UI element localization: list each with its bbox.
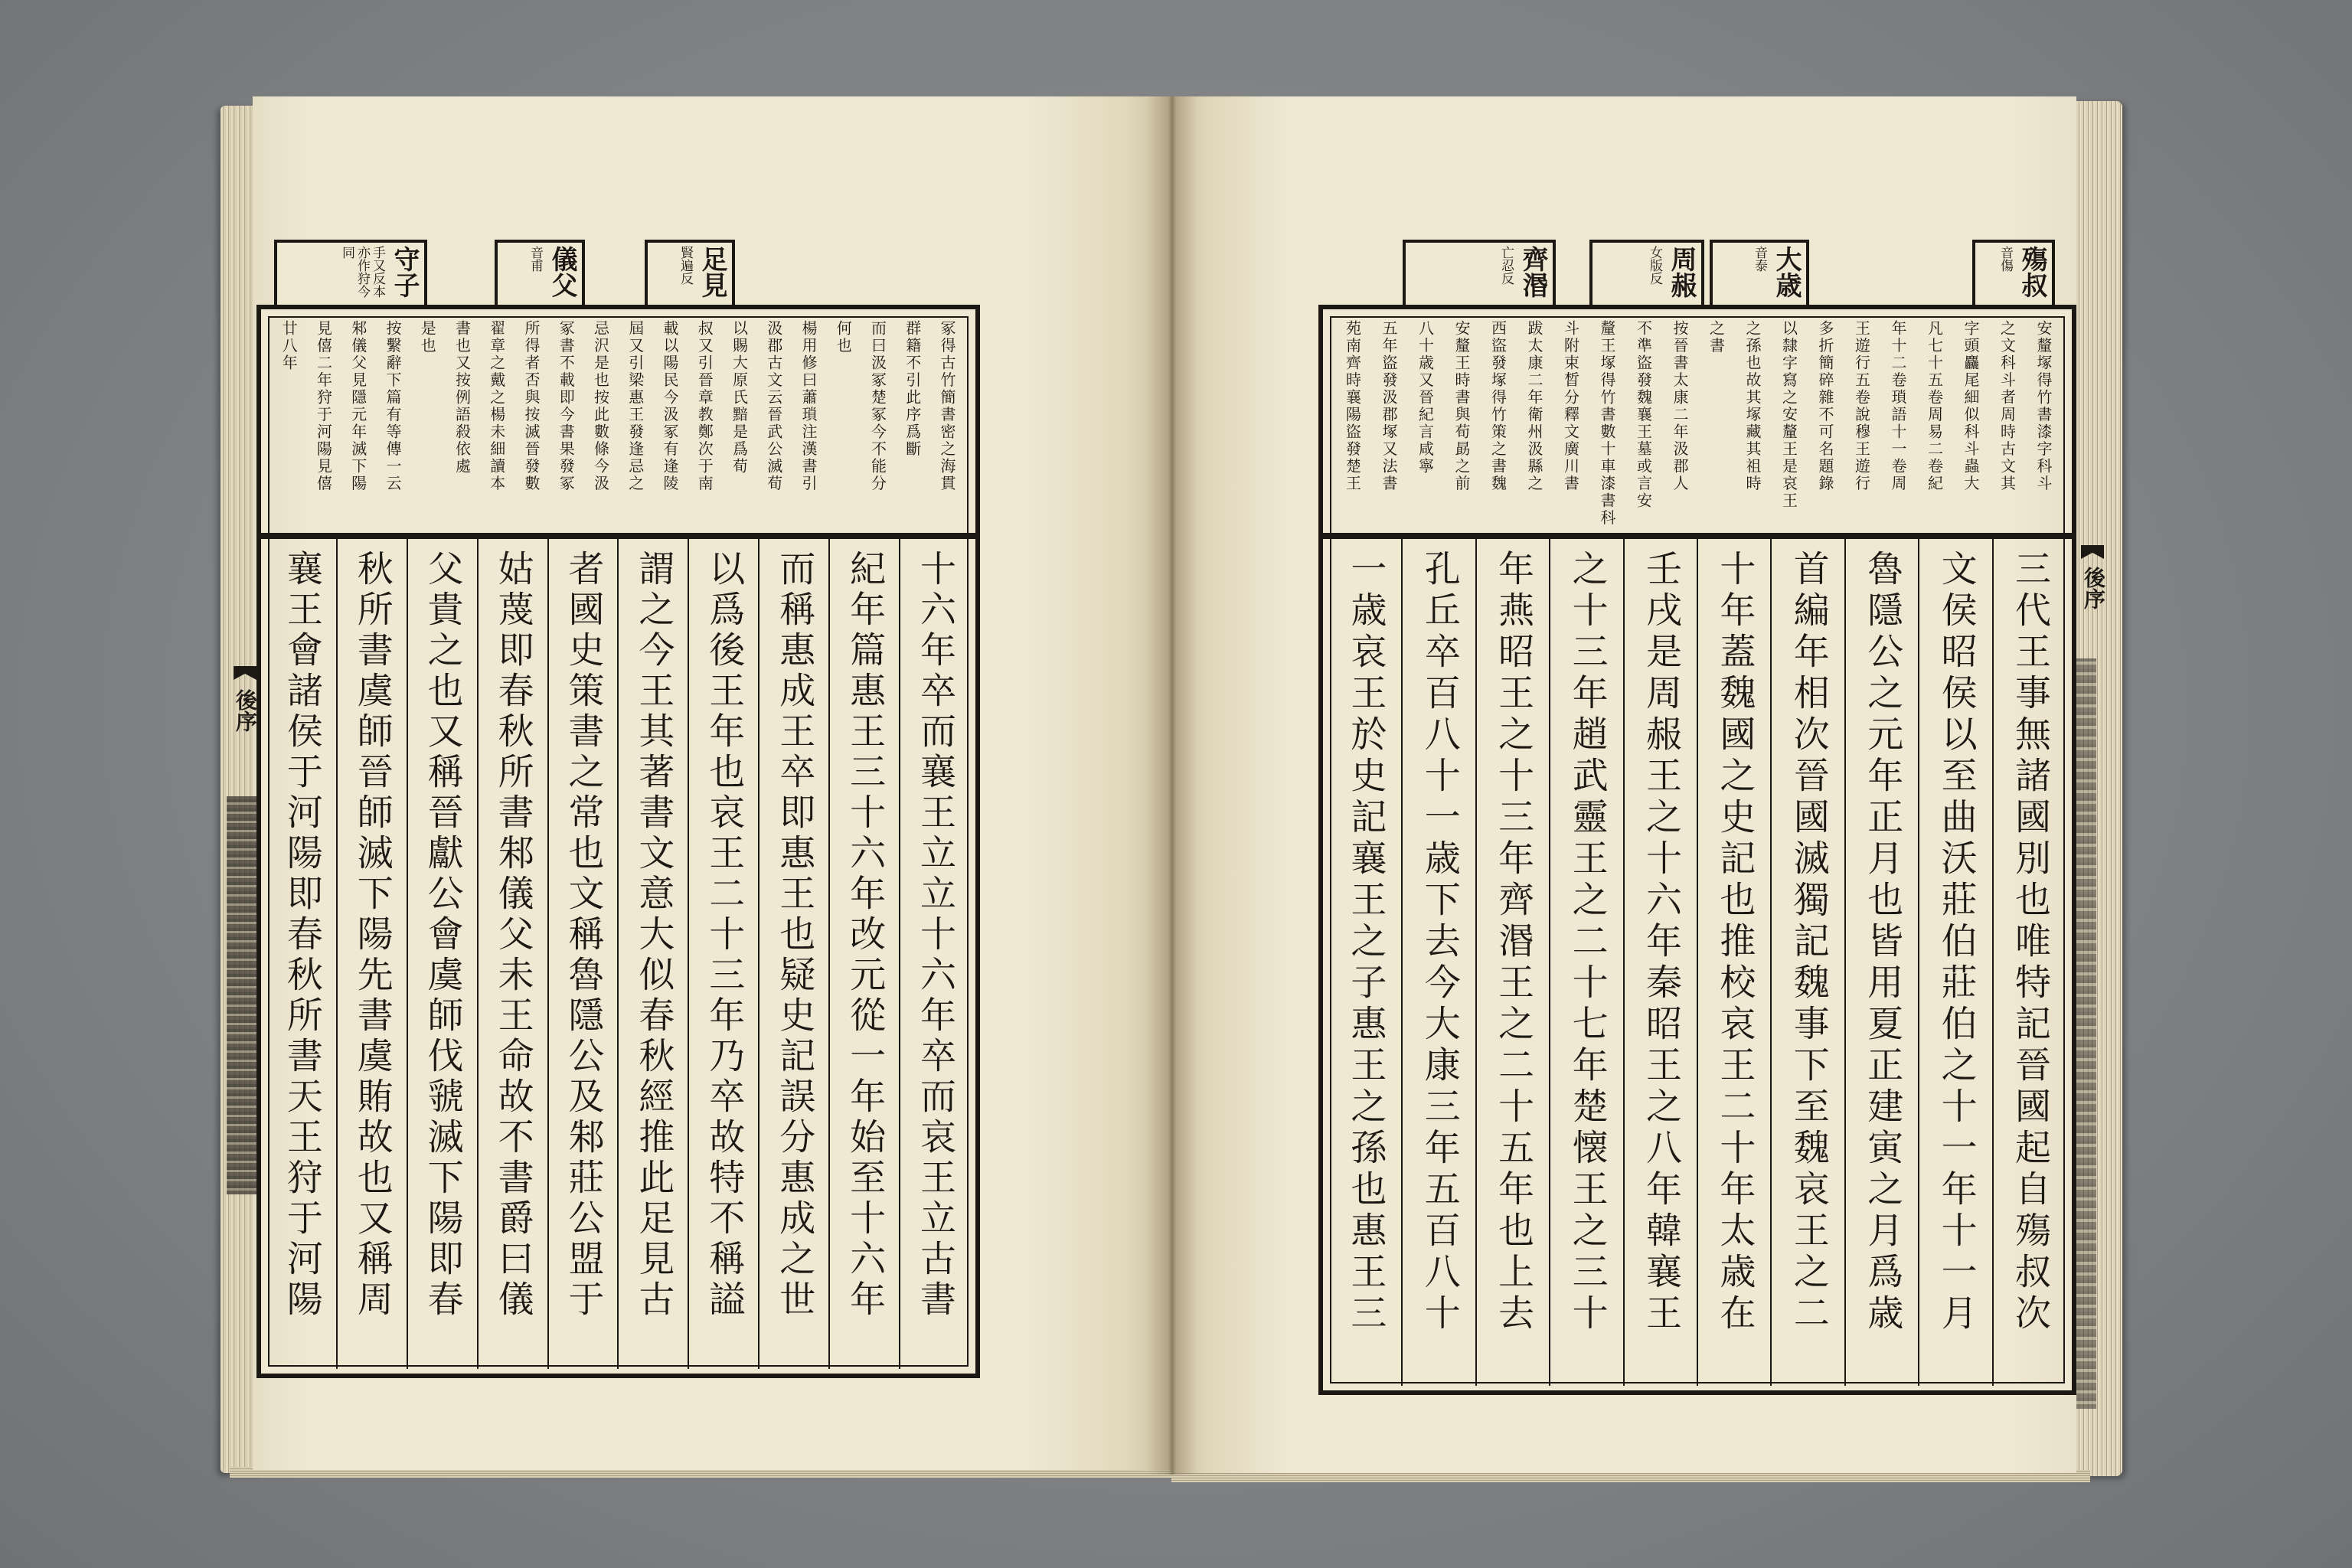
commentary-column: 翟章之戴之楊未細讀本 <box>487 320 506 492</box>
main-text-column: 孔丘卒百八十一歳下去今大康三年五百八十 <box>1401 539 1475 1386</box>
commentary-column: 之孫也故其塚藏其祖時 <box>1743 320 1762 492</box>
gloss-note: 女版反 <box>1647 246 1662 285</box>
commentary-column: 以賜大原氏黯是爲荀 <box>730 320 749 475</box>
commentary-column: 之文科斗者周時古文其 <box>1998 320 2017 492</box>
gloss-box <box>495 240 585 305</box>
gloss-term: 齊湣 <box>1517 246 1548 298</box>
commentary-column: 以隸字寫之安釐王是哀王 <box>1779 320 1798 510</box>
commentary-column: 所得者否與按滅晉發數 <box>522 320 541 492</box>
commentary-column: 凡七十五卷周易二卷紀 <box>1925 320 1944 492</box>
main-text-column: 者國史策書之常也文稱魯隱公及邾莊公盟于 <box>547 539 618 1369</box>
commentary-column: 邾儀父見隱元年滅下陽 <box>348 320 368 492</box>
main-text-column: 紀年篇惠王三十六年改元從一年始至十六年 <box>828 539 899 1369</box>
commentary-column: 斗附束晳分釋文廣川書 <box>1561 320 1580 492</box>
gloss-box <box>1710 240 1809 305</box>
left-commentary <box>272 320 965 530</box>
commentary-column: 見僖二年狩于河陽見僖 <box>314 320 333 492</box>
main-text-column: 壬戌是周赧王之十六年秦昭王之八年韓襄王 <box>1623 539 1697 1386</box>
commentary-column: 汲郡古文云晉武公滅荀 <box>764 320 783 492</box>
gloss-term: 周赧 <box>1666 246 1697 298</box>
main-text-column: 父貴之也又稱晉獻公會虞師伐虢滅下陽即春 <box>407 539 477 1369</box>
commentary-column: 書也又按例語殺依處 <box>452 320 472 475</box>
commentary-column: 釐王塚得竹書數十車漆書科 <box>1598 320 1616 527</box>
commentary-column: 年十二卷瑣語十一卷周 <box>1889 320 1907 492</box>
main-text-column: 而稱惠成王卒即惠王也疑史記誤分惠成之世 <box>758 539 828 1369</box>
gloss-note: 亡忍反 <box>1498 246 1514 285</box>
book-gutter <box>1147 96 1197 1475</box>
main-text-column: 文侯昭侯以至曲沃莊伯莊伯之十一年十一月 <box>1918 539 1991 1386</box>
commentary-column: 楊用修曰蕭瑣注漢書引 <box>799 320 818 492</box>
main-text-column: 魯隱公之元年正月也皆用夏正建寅之月爲歳 <box>1844 539 1918 1386</box>
main-text-column: 以爲後王年也哀王二十三年乃卒故特不稱謚 <box>688 539 758 1369</box>
commentary-column: 王遊行五卷說穆王遊行 <box>1852 320 1871 492</box>
main-text-column: 姑蔑即春秋所書邾儀父未王命故不書爵曰儀 <box>477 539 547 1369</box>
left-margin-label: 後序 <box>233 689 258 732</box>
right-fold-edge <box>2076 658 2096 1409</box>
commentary-column: 安釐王時書與荀勗之前 <box>1452 320 1471 492</box>
right-text-frame <box>1318 305 2076 1395</box>
commentary-column: 忌沢是也按此數條今汲 <box>591 320 610 492</box>
commentary-column: 叔又引晉章教鄭次于南 <box>695 320 714 492</box>
gloss-term: 足見 <box>697 246 727 298</box>
main-text-column: 十六年卒而襄王立立十六年卒而哀王立古書 <box>899 539 969 1369</box>
section-divider <box>1323 533 2072 539</box>
right-main-text <box>1329 539 2066 1386</box>
gloss-note: 賢遍反 <box>678 246 693 285</box>
gloss-note: 音傷 <box>1998 246 2013 272</box>
gloss-note: 音泰 <box>1752 246 1767 272</box>
left-text-frame <box>256 305 980 1378</box>
main-text-column: 首編年相次晉國滅獨記魏事下至魏哀王之二 <box>1770 539 1844 1386</box>
commentary-column: 跋太康二年衛州汲縣之 <box>1525 320 1544 492</box>
right-margin-label: 後序 <box>2081 567 2106 609</box>
left-main-text <box>267 539 969 1369</box>
gloss-term: 守子 <box>389 246 420 298</box>
main-text-column: 十年蓋魏國之史記也推校哀王二十年太歳在 <box>1697 539 1770 1386</box>
gloss-box <box>1403 240 1556 305</box>
commentary-column: 屆又引梁惠王發逢忌之 <box>626 320 645 492</box>
commentary-column: 字頭麤尾細似科斗蟲大 <box>1962 320 1980 492</box>
gloss-box <box>1972 240 2055 305</box>
commentary-column: 是也 <box>418 320 437 354</box>
gloss-box <box>1589 240 1704 305</box>
gloss-term: 殤叔 <box>2017 246 2047 298</box>
commentary-column: 苑南齊時襄陽盜發楚王 <box>1343 320 1362 492</box>
commentary-column: 載以陽民今汲冢有逢陵 <box>661 320 679 492</box>
commentary-column: 之書 <box>1707 320 1726 354</box>
commentary-column: 何也 <box>834 320 853 354</box>
commentary-column: 按繫辭下篇有等傳一云 <box>384 320 402 492</box>
gloss-term: 大歳 <box>1771 246 1802 298</box>
commentary-column: 而曰汲冢楚冢今不能分 <box>868 320 887 492</box>
commentary-column: 群籍不引此序爲斷 <box>903 320 922 458</box>
main-text-column: 秋所書虞師晉師滅下陽先書虞賄故也又稱周 <box>336 539 407 1369</box>
gloss-box <box>274 240 427 305</box>
main-text-column: 年燕昭王之十三年齊湣王之二十五年也上去 <box>1475 539 1549 1386</box>
section-divider <box>261 533 975 539</box>
gloss-note: 音甫 <box>528 246 543 272</box>
commentary-column: 五年盜發汲郡塚又法書 <box>1380 320 1398 492</box>
commentary-column: 安釐塚得竹書漆字科斗 <box>2034 320 2053 492</box>
commentary-column: 冢得古竹簡書密之海貫 <box>938 320 956 492</box>
main-text-column: 謂之今王其著書文意大似春秋經推此足見古 <box>617 539 688 1369</box>
right-commentary <box>1334 320 2061 530</box>
commentary-column: 西盜發塚得竹策之書魏 <box>1488 320 1508 492</box>
commentary-column: 多折簡碎雜不可名題錄 <box>1816 320 1834 492</box>
gloss-box <box>645 240 735 305</box>
main-text-column: 之十三年趙武靈王之二十七年楚懐王之三十 <box>1549 539 1622 1386</box>
gloss-term: 儀父 <box>547 246 577 298</box>
commentary-column: 八十歳又晉紀言咸寧 <box>1416 320 1435 475</box>
main-text-column: 三代王事無諸國別也唯特記晉國起自殤叔次 <box>1992 539 2066 1386</box>
commentary-column: 廿八年 <box>279 320 299 372</box>
main-text-column: 一歳哀王於史記襄王之子惠王之孫也惠王三 <box>1344 550 1387 1335</box>
commentary-column: 不準盜發魏襄王墓或言安 <box>1634 320 1653 510</box>
main-text-column: 襄王會諸侯于河陽即春秋所書天王狩于河陽 <box>280 550 323 1321</box>
commentary-column: 按晉書太康二年汲郡人 <box>1671 320 1689 492</box>
gloss-note: 手又反本亦作狩今同 <box>339 246 385 298</box>
commentary-column: 冢書不載即今書果發冢 <box>557 320 576 492</box>
